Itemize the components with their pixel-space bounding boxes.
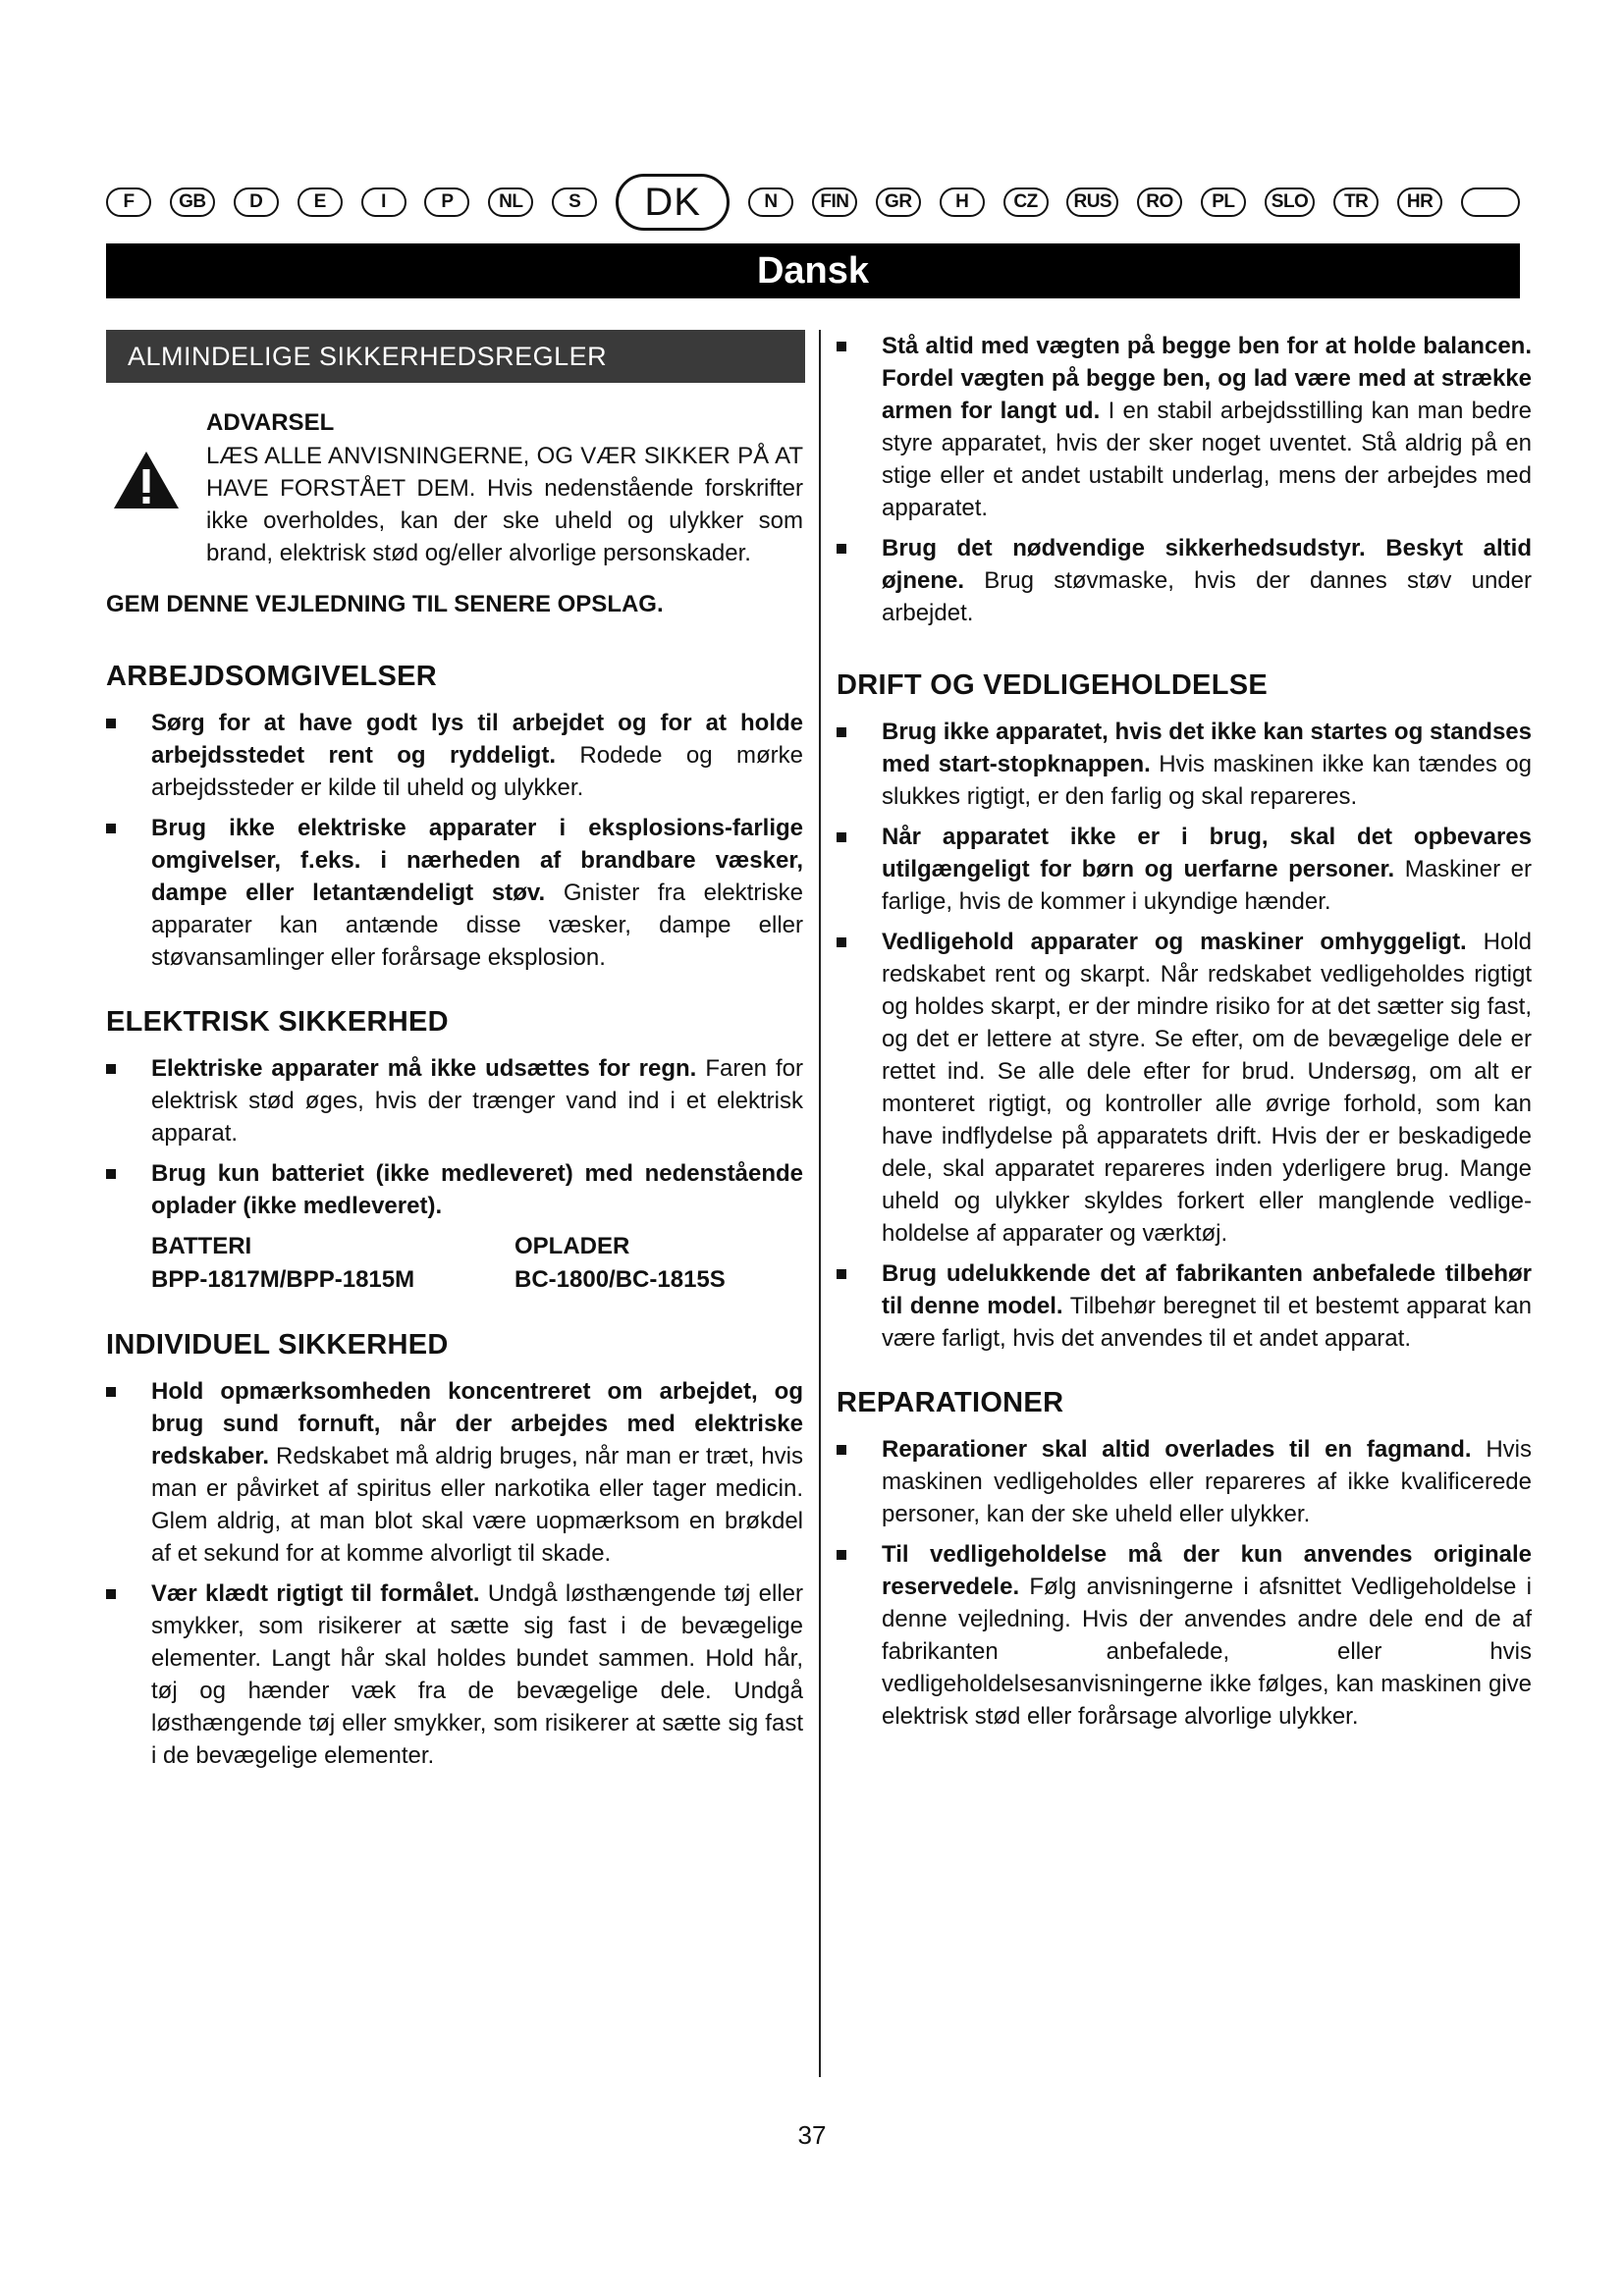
rule-bold-text: Når apparatet ikke er i brug, skal det opbevares utilgængeligt for børn og uerfarne personer. (882, 824, 1532, 882)
rule-text: Maskiner er farlige, hvis de kommer i ukyndige hænder. (882, 856, 1532, 915)
section-heading-personal-safety: INDIVIDUEL SIKKERHED (106, 1329, 449, 1361)
rule-bold-text: Brug ikke apparatet, hvis det ikke kan startes og standses med start-stopknappen. (882, 719, 1532, 777)
bullet-icon (106, 1064, 116, 1074)
bullet-icon (106, 1589, 116, 1599)
section-heading-repairs: REPARATIONER (837, 1387, 1064, 1418)
lang-pill-gr[interactable]: GR (876, 187, 921, 217)
rule-text: Gnister fra elektriske apparater kan antænde disse væsker, dampe eller støvansamlinger eller forårsage eksplosion. (151, 880, 804, 971)
table-row (151, 1230, 726, 1263)
battery-charger-table (151, 1230, 726, 1297)
rule-list-continued (837, 330, 1532, 629)
lang-pill-p[interactable]: P (424, 187, 469, 217)
rule-text: Brug støvmaske, hvis der dannes støv under arbejdet. (882, 567, 1532, 626)
warning-title: ADVARSEL (206, 409, 335, 436)
rule-text: Følg anvisningerne i afsnittet Vedligeholdelse i denne vejledning. Hvis der anvendes andre dele end de af fabrikanten anbefalede, eller hvis vedligeholdelsesanvisningerne ikke følges, kan maskinen give elektrisk stød eller forårsage alvorlige ulykker. (882, 1574, 1532, 1730)
charger-model: BC-1800/BC-1815S (514, 1266, 726, 1293)
section-heading-operation-maintenance: DRIFT OG VEDLIGEHOLDELSE (837, 669, 1268, 701)
warning-block (106, 406, 803, 569)
rule-bold-text: Brug det nødvendige sikkerhedsudstyr. Beskyt altid øjnene. (882, 535, 1532, 594)
bullet-icon (837, 727, 846, 737)
bullet-icon (106, 824, 116, 833)
lang-pill-cz[interactable]: CZ (1003, 187, 1049, 217)
rule-bold-text: Brug kun batteriet (ikke medleveret) med nedenstående oplader (ikke medleveret). (151, 1160, 803, 1219)
battery-header: BATTERI (151, 1233, 252, 1259)
lang-pill-s[interactable]: S (552, 187, 597, 217)
section-heading-electrical-safety: ELEKTRISK SIKKERHED (106, 1006, 449, 1038)
bullet-icon (837, 544, 846, 554)
rule-text: Tilbehør beregnet til et bestemt apparat kan være farligt, hvis det anvendes til et andet apparat. (882, 1293, 1532, 1352)
rule-item (837, 716, 1532, 813)
lang-pill-tr[interactable]: TR (1333, 187, 1379, 217)
lang-pill-hr[interactable]: HR (1397, 187, 1442, 217)
left-column (106, 330, 803, 1801)
language-bar (106, 173, 1520, 232)
rule-text: Undgå løsthængende tøj eller smykker, som risikerer at sætte sig fast i de bevægelige elementer. Langt hår skal holdes bundet sammen. Hold hår, tøj og hænder væk fra de bevægelige dele. Undgå løsthængende tøj eller smykker, som risikerer at sætte sig fast i de bevægelige elementer. (151, 1580, 803, 1769)
rule-bold-text: Sørg for at have godt lys til arbejdet og for at holde arbejdsstedet rent og ryddeligt. (151, 710, 803, 769)
keep-manual-notice: GEM DENNE VEJLEDNING TIL SENERE OPSLAG. (106, 591, 664, 617)
bullet-icon (837, 1269, 846, 1279)
rule-bold-text: Til vedligeholdelse må der kun anvendes originale reservedele. (882, 1541, 1532, 1600)
lang-pill-fin[interactable]: FIN (812, 187, 857, 217)
bullet-icon (837, 832, 846, 842)
rule-text: Rodede og mørke arbejdssteder er kilde til uheld og ulykker. (151, 742, 803, 801)
rule-item (106, 1157, 803, 1222)
warning-triangle-icon (112, 450, 181, 510)
lang-pill-rus[interactable]: RUS (1066, 187, 1118, 217)
lang-pill-dk-active[interactable]: DK (616, 174, 730, 231)
lang-pill-e[interactable]: E (298, 187, 343, 217)
bullet-icon (837, 1445, 846, 1455)
lang-pill-slo[interactable]: SLO (1265, 187, 1316, 217)
column-divider (819, 330, 821, 2077)
lang-pill-n[interactable]: N (748, 187, 793, 217)
bullet-icon (837, 937, 846, 947)
rule-text: Hvis maskinen ikke kan tændes og slukkes rigtigt, er den farlig og skal repareres. (882, 751, 1532, 810)
rule-item (837, 926, 1532, 1250)
lang-pill-f[interactable]: F (106, 187, 151, 217)
section-heading-work-area: ARBEJDSOMGIVELSER (106, 661, 438, 692)
rule-text: Hvis maskinen vedligeholdes eller repareres af ikke kvalificerede personer, kan der ske uheld eller ulykker. (882, 1436, 1532, 1527)
lang-pill-ro[interactable]: RO (1137, 187, 1182, 217)
lang-pill-blank[interactable] (1461, 187, 1520, 217)
rule-item (106, 1577, 803, 1772)
lang-pill-nl[interactable]: NL (488, 187, 533, 217)
rule-item (106, 707, 803, 804)
rule-item (106, 1375, 803, 1570)
rule-list-electrical-safety (106, 1052, 803, 1222)
bullet-icon (837, 1550, 846, 1560)
rule-item (106, 812, 803, 974)
rule-item (837, 821, 1532, 918)
rule-bold-text: Brug udelukkende det af fabrikanten anbefalede tilbehør til denne model. (882, 1260, 1532, 1319)
rule-bold-text: Reparationer skal altid overlades til en fagmand. (882, 1436, 1472, 1463)
rule-list-personal-safety (106, 1375, 803, 1772)
page-number: 37 (797, 2120, 827, 2150)
lang-pill-i[interactable]: I (361, 187, 406, 217)
right-column (837, 330, 1532, 1762)
rule-item (106, 1052, 803, 1149)
lang-pill-d[interactable]: D (234, 187, 279, 217)
rule-list-work-area (106, 707, 803, 974)
rule-item (837, 532, 1532, 629)
rule-text: Faren for elektrisk stød øges, hvis der trænger vand ind i et elektrisk apparat. (151, 1055, 803, 1147)
page-title-banner: Dansk (106, 243, 1520, 298)
bullet-icon (106, 719, 116, 728)
charger-header: OPLADER (514, 1233, 630, 1259)
rule-list-repairs (837, 1433, 1532, 1733)
lang-pill-h[interactable]: H (940, 187, 985, 217)
rule-text: I en stabil arbejdsstilling kan man bedre styre apparatet, hvis der sker noget uventet. Stå aldrig på en stige eller et andet ustabilt underlag, mens der arbejdes med apparatet. (882, 398, 1532, 521)
rule-bold-text: Hold opmærksomheden koncentreret om arbejdet, og brug sund fornuft, når der arbejdes med elektriske redskaber. (151, 1378, 803, 1469)
rule-item (837, 1538, 1532, 1733)
rule-text: Hold redskabet rent og skarpt. Når redskabet vedligeholdes rigtigt og holdes skarpt, er der mindre risiko for at det sætter sig fast, og det er lettere at styre. Se efter, om de bevægelige dele er rettet ind. Se alle dele efter for brud. Undersøg, om alt er monteret rigtigt, og kontroller alle øvrige forhold, som kan have indflydelse på apparatets drift. Hvis der er beskadigede dele, skal apparatet repareres inden yderligere brug. Mange uheld og ulykker skyldes forkert eller manglende vedlige-holdelse af apparater og værktøj. (882, 929, 1532, 1247)
rule-bold-text: Vedligehold apparater og maskiner omhyggeligt. (882, 929, 1467, 955)
bullet-icon (106, 1387, 116, 1397)
bullet-icon (106, 1169, 116, 1179)
rule-bold-text: Elektriske apparater må ikke udsættes for regn. (151, 1055, 697, 1082)
warning-text: LÆS ALLE ANVISNINGERNE, OG VÆR SIKKER PÅ AT HAVE FORSTÅET DEM. Hvis nedenstående forskrifter ikke overholdes, kan der ske uheld og ulykker som brand, elektrisk stød og/eller alvorlige personskader. (206, 443, 803, 566)
table-row (151, 1263, 726, 1297)
rule-bold-text: Brug ikke elektriske apparater i eksplosions-farlige omgivelser, f.eks. i nærheden af brandbare væsker, dampe eller letantændeligt støv. (151, 815, 803, 906)
lang-pill-pl[interactable]: PL (1201, 187, 1246, 217)
rule-text: Redskabet må aldrig bruges, når man er træt, hvis man er påvirket af spiritus eller narkotika eller tager medicin. Glem aldrig, at man blot skal være uopmærksom en brøkdel af et sekund for at komme alvorligt til skade. (151, 1443, 803, 1567)
battery-model: BPP-1817M/BPP-1815M (151, 1266, 415, 1293)
bullet-icon (837, 342, 846, 351)
rule-item (837, 1257, 1532, 1355)
rule-bold-text: Vær klædt rigtigt til formålet. (151, 1580, 480, 1607)
rule-list-operation-maintenance (837, 716, 1532, 1355)
rule-bold-text: Stå altid med vægten på begge ben for at holde balancen. Fordel vægten på begge ben, og lad være med at strække armen for langt ud. (882, 333, 1532, 424)
rule-item (837, 330, 1532, 524)
general-safety-heading: ALMINDELIGE SIKKERHEDSREGLER (106, 330, 805, 383)
rule-item (837, 1433, 1532, 1530)
lang-pill-gb[interactable]: GB (170, 187, 215, 217)
